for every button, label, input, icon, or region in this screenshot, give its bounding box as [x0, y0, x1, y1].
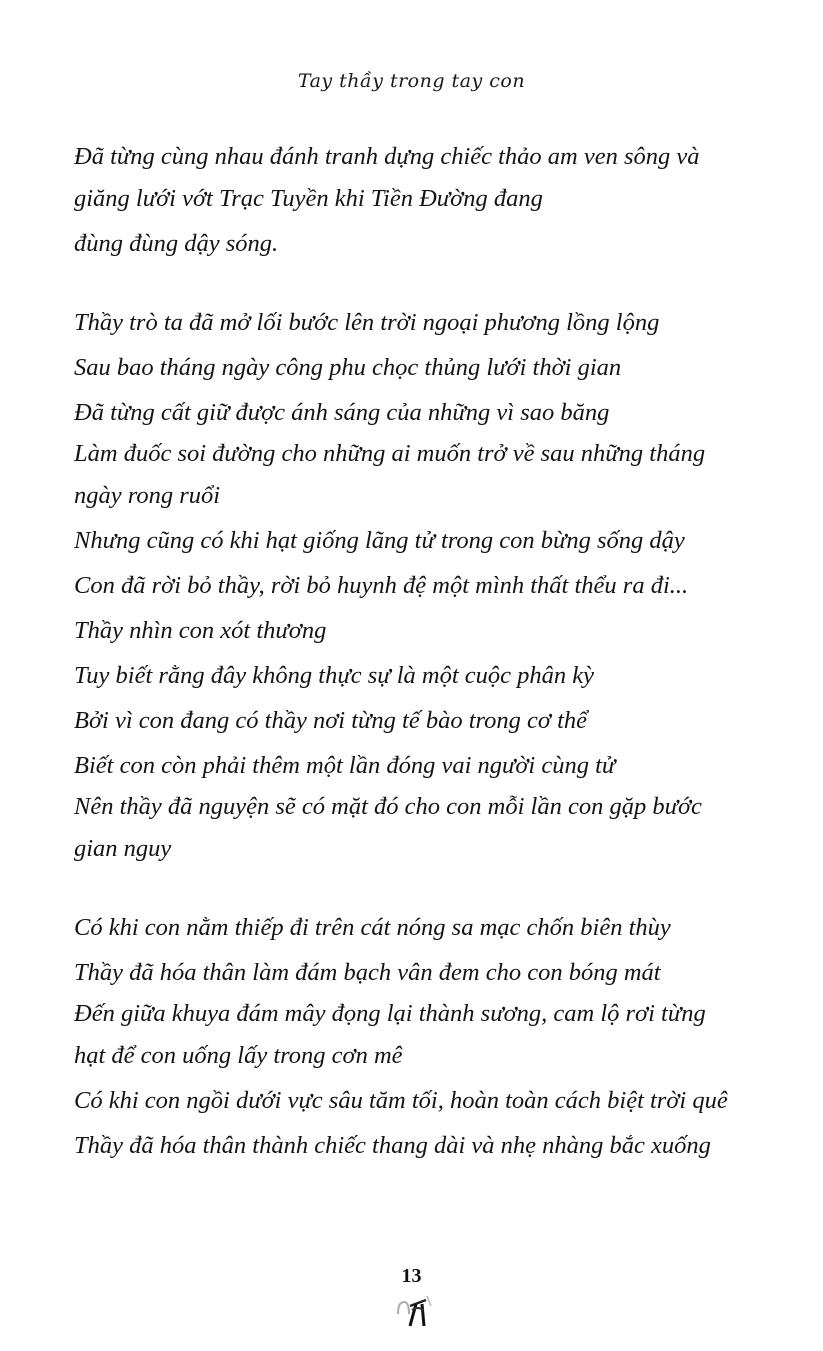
poem-line: Nên thầy đã nguyện sẽ có mặt đó cho con mỗi lần con gặp bước — [74, 793, 702, 820]
poem-line: đùng đùng dậy sóng. — [74, 230, 279, 257]
poem-line: Bởi vì con đang có thầy nơi từng tế bào trong cơ thể — [74, 707, 588, 734]
poem-body — [74, 138, 764, 1168]
poem-line: Có khi con nằm thiếp đi trên cát nóng sa mạc chốn biên thùy — [74, 914, 671, 941]
poem-line: ngày rong ruổi — [74, 482, 221, 509]
stanza-1 — [74, 138, 764, 266]
poem-line: Thầy trò ta đã mở lối bước lên trời ngoại phương lồng lộng — [74, 309, 660, 336]
poem-line: hạt để con uống lấy trong cơn mê — [74, 1042, 403, 1069]
poem-line: giăng lưới vớt Trạc Tuyền khi Tiền Đường đang — [74, 185, 543, 212]
poem-line: Nhưng cũng có khi hạt giống lãng tử trong con bừng sống dậy — [74, 527, 685, 554]
stanza-2 — [74, 300, 764, 871]
stanza-gap — [74, 266, 764, 300]
stanza-3 — [74, 905, 764, 1168]
poem-line: Biết con còn phải thêm một lần đóng vai người cùng tử — [74, 752, 616, 779]
poem-line: Thầy nhìn con xót thương — [74, 617, 327, 644]
poem-line: Đã từng cất giữ được ánh sáng của những vì sao băng — [74, 399, 610, 426]
poem-line: Đã từng cùng nhau đánh tranh dựng chiếc thảo am ven sông và — [74, 143, 700, 170]
poem-line: Tuy biết rằng đây không thực sự là một cuộc phân kỳ — [74, 662, 595, 689]
publisher-logo-icon — [396, 1292, 436, 1328]
stanza-gap — [74, 871, 764, 905]
poem-line: Thầy đã hóa thân thành chiếc thang dài và nhẹ nhàng bắc xuống — [74, 1132, 711, 1159]
running-header: Tay thầy trong tay con — [297, 70, 526, 92]
poem-line: Thầy đã hóa thân làm đám bạch vân đem cho con bóng mát — [74, 959, 661, 986]
poem-line: gian nguy — [74, 835, 172, 862]
poem-line: Con đã rời bỏ thầy, rời bỏ huynh đệ một mình thất thểu ra đi... — [74, 572, 689, 599]
poem-line: Có khi con ngồi dưới vực sâu tăm tối, hoàn toàn cách biệt trời quê — [74, 1087, 728, 1114]
page-number: 13 — [401, 1265, 422, 1287]
poem-line: Làm đuốc soi đường cho những ai muốn trở về sau những tháng — [74, 440, 706, 467]
poem-line: Đến giữa khuya đám mây đọng lại thành sương, cam lộ rơi từng — [74, 1000, 706, 1027]
poem-line: Sau bao tháng ngày công phu chọc thủng lưới thời gian — [74, 354, 622, 381]
